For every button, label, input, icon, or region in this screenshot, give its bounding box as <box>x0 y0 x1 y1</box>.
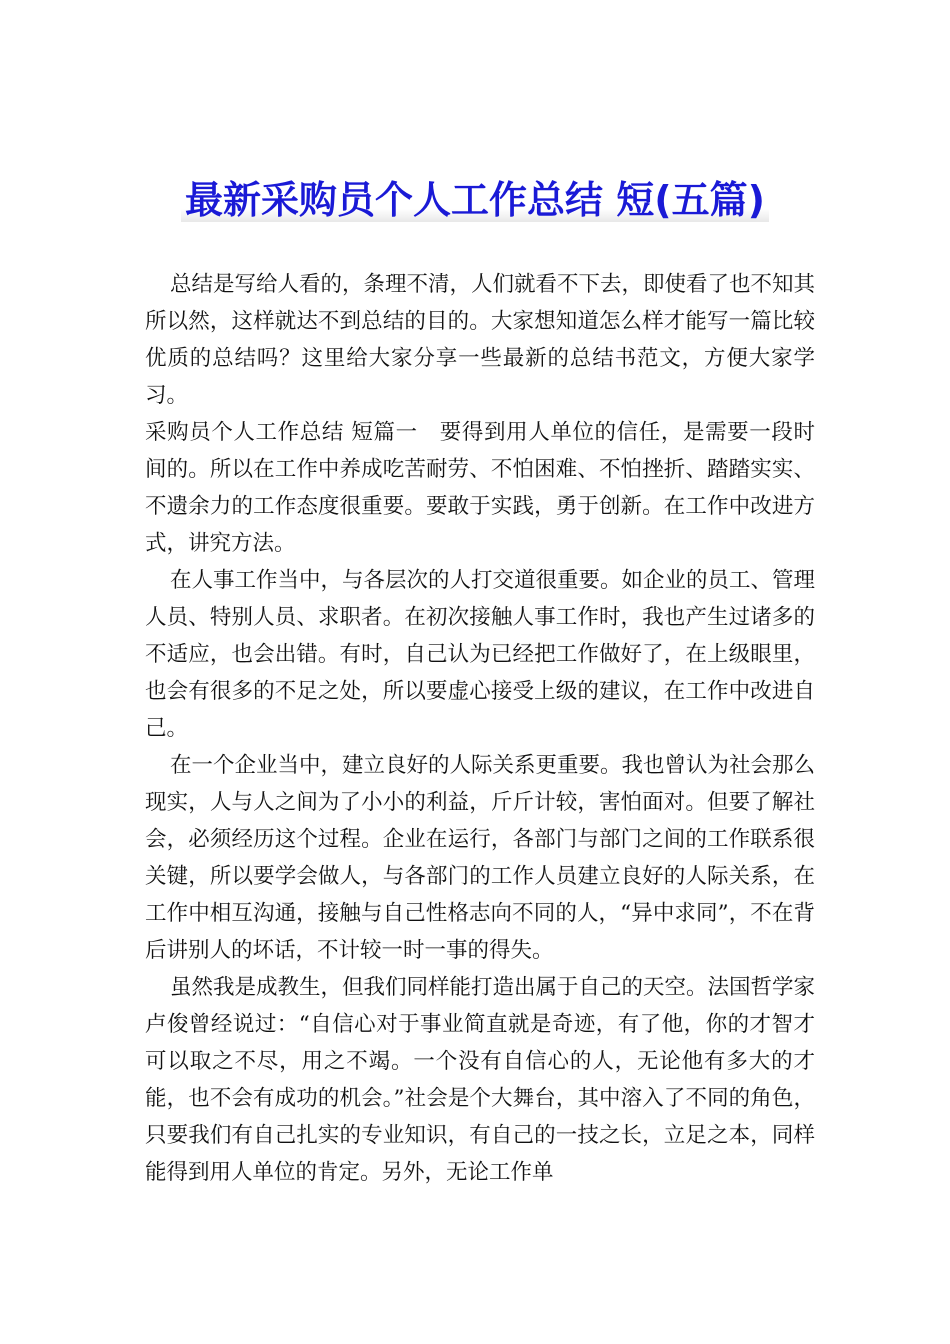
paragraph-personnel-work: 在人事工作当中，与各层次的人打交道很重要。如企业的员工、管理人员、特别人员、求职者。在初次接触人事工作时，我也产生过诸多的不适应，也会出错。有时，自己认为已经把工作做好了，在上级眼里，也会有很多的不足之处，所以要虚心接受上级的建议，在工作中改进自己。 <box>145 568 816 741</box>
paragraph-intro: 总结是写给人看的，条理不清，人们就看不下去，即使看了也不知其所以然，这样就达不到总结的目的。大家想知道怎么样才能写一篇比较优质的总结吗？这里给大家分享一些最新的总结书范文，方便大家学习。 <box>145 272 816 408</box>
document-title-text: 最新采购员个人工作总结 短(五篇) <box>181 178 769 222</box>
paragraph-section-one: 采购员个人工作总结 短篇一 要得到用人单位的信任，是需要一段时间的。所以在工作中养成吃苦耐劳、不怕困难、不怕挫折、踏踏实实、不遗余力的工作态度很重要。要敢于实践，勇于创新。在工作中改进方式，讲究方法。 <box>145 420 815 556</box>
paragraph-confidence: 虽然我是成教生，但我们同样能打造出属于自己的天空。法国哲学家卢俊曾经说过：“自信心对于事业简直就是奇迹，有了他，你的才智才可以取之不尽，用之不竭。一个没有自信心的人，无论他有多大的才能，也不会有成功的机会。”社会是个大舞台，其中溶入了不同的角色，只要我们有自己扎实的专业知识，有自己的一技之长，立足之本，同样能得到用人单位的肯定。另外，无论工作单 <box>145 975 816 1185</box>
document-title <box>0 172 950 228</box>
document-body <box>145 266 815 1191</box>
paragraph-relationships: 在一个企业当中，建立良好的人际关系更重要。我也曾认为社会那么现实，人与人之间为了小小的利益，斤斤计较，害怕面对。但要了解社会，必须经历这个过程。企业在运行，各部门与部门之间的工作联系很关键，所以要学会做人，与各部门的工作人员建立良好的人际关系，在工作中相互沟通，接触与自己性格志向不同的人，“异中求同”，不在背后讲别人的坏话，不计较一时一事的得失。 <box>145 753 816 963</box>
